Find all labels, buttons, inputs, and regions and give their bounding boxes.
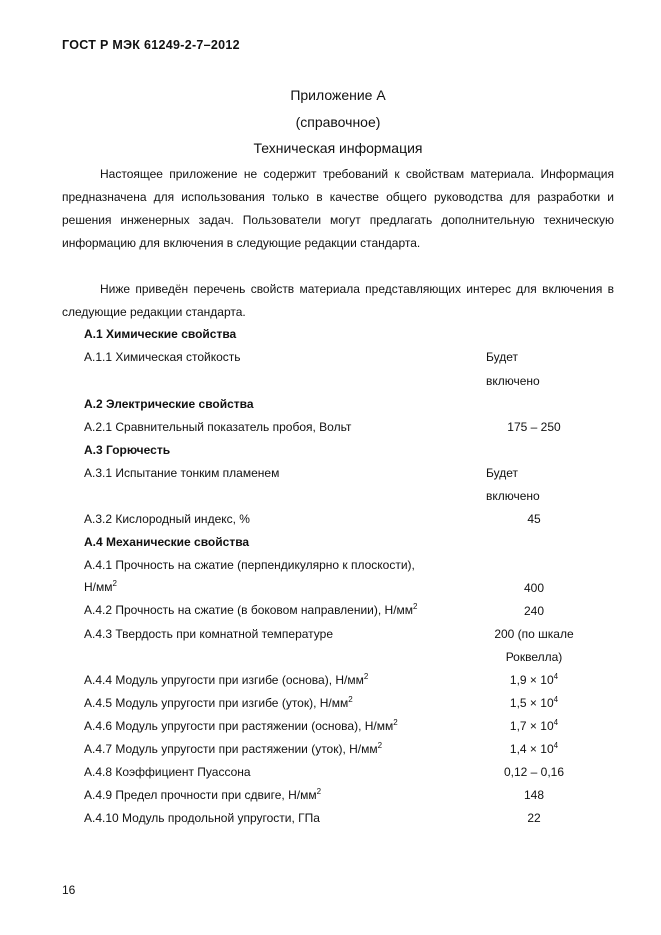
item-a4-6-value-base: 1,7 × 10 (509, 719, 554, 733)
appendix-heading: Техническая информация (253, 140, 423, 156)
item-a4-10-value: 22 (527, 811, 541, 825)
item-a4-4-unit-exponent: 2 (363, 672, 369, 681)
item-a4-6-unit-exponent: 2 (393, 718, 398, 727)
item-a4-4 (84, 673, 368, 687)
item-a4-2-value: 240 (523, 604, 545, 618)
item-a4-5-value-exponent: 4 (553, 695, 559, 704)
item-a4-8-value: 0,12 – 0,16 (503, 765, 565, 779)
item-a4-2-label: А.4.2 Прочность на сжатие (в боковом направлении), Н/мм (84, 603, 414, 617)
item-a4-5-value-base: 1,5 × 10 (509, 696, 554, 710)
appendix-subtitle: (справочное) (295, 114, 381, 130)
section-a4-title: А.4 Механические свойства (84, 535, 250, 549)
item-a4-6 (84, 719, 398, 733)
item-a4-3-value-line2: Роквелла) (505, 650, 563, 664)
item-a4-5-value (479, 696, 589, 710)
item-a4-9-unit-exponent: 2 (316, 787, 322, 796)
item-a4-1-label-line2 (84, 580, 117, 594)
item-a4-4-value-exponent: 4 (553, 672, 559, 681)
section-a1-title: А.1 Химические свойства (84, 327, 237, 341)
intro-paragraph-1: Настоящее приложение не содержит требований к свойствам материала. Информация предназначена для использования только в качестве общего руководства для разработки и решения инженерных задач. Пользователи могут предлагать дополнительную техническую информацию для включения в следующие редакции стандарта. (62, 167, 614, 250)
item-a4-7-unit-exponent: 2 (377, 741, 383, 750)
item-a4-7-label: А.4.7 Модуль упругости при растяжении (уток), Н/мм (84, 742, 378, 756)
item-a4-1-label-unit: Н/мм (84, 580, 113, 594)
item-a4-5 (84, 696, 353, 710)
item-a3-2-value: 45 (527, 512, 541, 526)
document-header: ГОСТ Р МЭК 61249-2-7–2012 (62, 38, 240, 52)
item-a4-9-value: 148 (523, 788, 545, 802)
item-a4-1-value: 400 (523, 581, 545, 595)
section-a2-title: А.2 Электрические свойства (84, 397, 254, 411)
appendix-title: Приложение А (290, 87, 386, 103)
item-a1-1-value-line1: Будет (486, 350, 518, 364)
item-a4-6-value-exponent: 4 (553, 718, 559, 727)
item-a2-1-value: 175 – 250 (507, 420, 561, 434)
item-a4-7-value-base: 1,4 × 10 (509, 742, 554, 756)
item-a4-8-label: А.4.8 Коэффициент Пуассона (84, 765, 251, 779)
item-a4-10-label: А.4.10 Модуль продольной упругости, ГПа (84, 811, 320, 825)
item-a1-1-label: А.1.1 Химическая стойкость (84, 350, 241, 364)
item-a4-1-label: А.4.1 Прочность на сжатие (перпендикулярно к плоскости), (84, 558, 415, 572)
item-a2-1-label: А.2.1 Сравнительный показатель пробоя, Вольт (84, 420, 352, 434)
section-a3-title: А.3 Горючесть (84, 443, 171, 457)
item-a4-7-value-exponent: 4 (553, 741, 559, 750)
item-a1-1-value-line2: включено (486, 374, 540, 388)
item-a4-3-label: А.4.3 Твердость при комнатной температуре (84, 627, 333, 641)
item-a4-4-label: А.4.4 Модуль упругости при изгибе (основа), Н/мм (84, 673, 364, 687)
item-a4-4-value (479, 673, 589, 687)
page-number: 16 (62, 883, 76, 897)
item-a4-1-unit-exponent: 2 (112, 579, 117, 588)
item-a4-9 (84, 788, 321, 802)
item-a4-7 (84, 742, 382, 756)
item-a3-2-label: А.3.2 Кислородный индекс, % (84, 512, 250, 526)
item-a4-2 (84, 603, 418, 617)
item-a4-4-value-base: 1,9 × 10 (509, 673, 554, 687)
item-a4-3-value-line1: 200 (по шкале (494, 627, 574, 641)
item-a4-2-unit-exponent: 2 (413, 602, 418, 611)
intro-paragraph-2: Ниже приведён перечень свойств материала представляющих интерес для включения в следующие редакции стандарта. (62, 282, 614, 319)
item-a4-9-label: А.4.9 Предел прочности при сдвиге, Н/мм (84, 788, 317, 802)
item-a3-1-value-line2: включено (486, 489, 540, 503)
item-a4-5-label: А.4.5 Модуль упругости при изгибе (уток), Н/мм (84, 696, 349, 710)
item-a3-1-value-line1: Будет (486, 466, 518, 480)
item-a4-6-label: А.4.6 Модуль упругости при растяжении (основа), Н/мм (84, 719, 394, 733)
item-a4-5-unit-exponent: 2 (348, 695, 353, 704)
item-a4-6-value (479, 719, 589, 733)
item-a3-1-label: А.3.1 Испытание тонким пламенем (84, 466, 280, 480)
item-a4-7-value (479, 742, 589, 756)
